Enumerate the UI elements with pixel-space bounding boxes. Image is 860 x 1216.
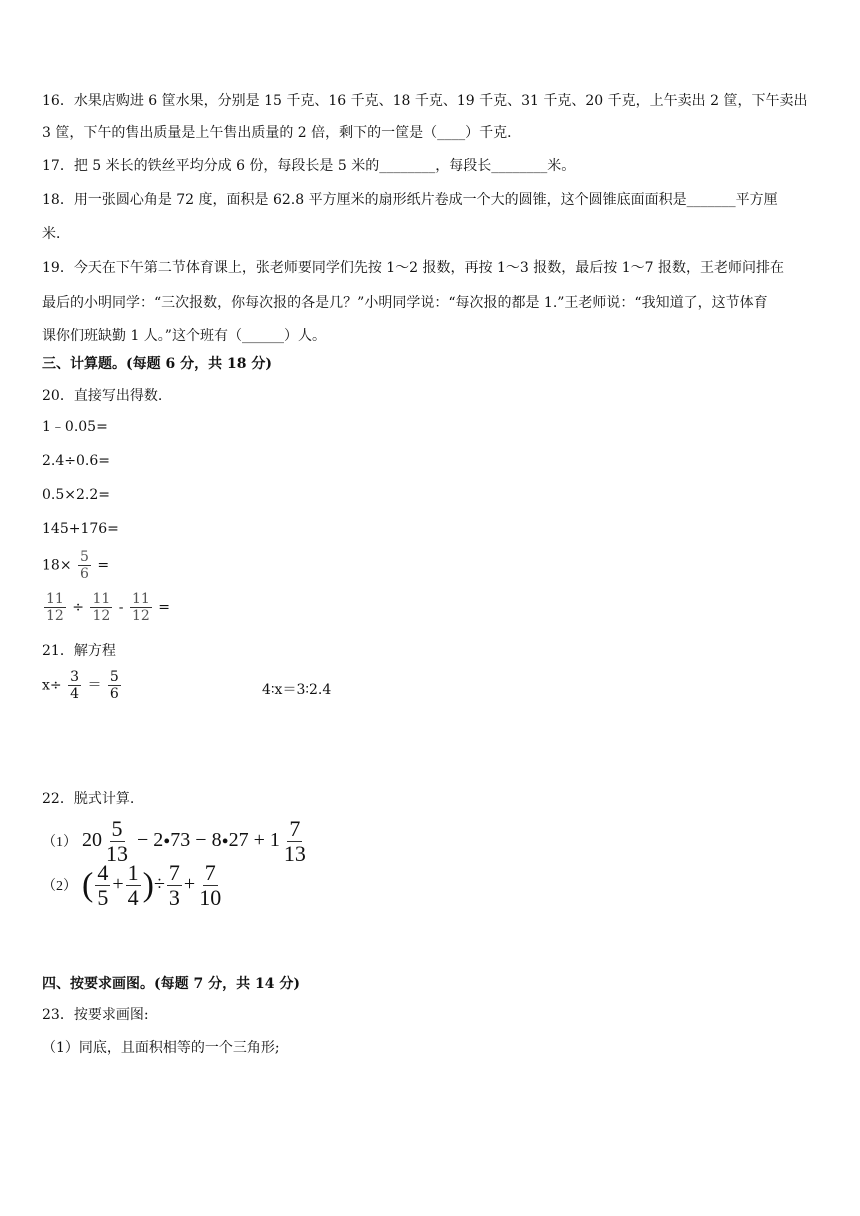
denominator: 4	[70, 686, 80, 702]
q16-line1: 16．水果店购进 6 筐水果，分别是 15 千克、16 千克、18 千克、19 千克、31 千克、20 千克，上午卖出 2 筐，下午卖出	[42, 93, 808, 109]
q23-title: 23．按要求画图:	[42, 1007, 149, 1023]
numerator: 11	[46, 591, 64, 607]
q21-equation-b: 4∶x＝3∶2.4	[262, 682, 332, 698]
q21-title: 21．解方程	[42, 643, 116, 659]
denominator: 4	[127, 885, 139, 910]
expr-segment: 27 + 1	[228, 829, 280, 852]
q23-sub1: （1）同底，且面积相等的一个三角形;	[42, 1040, 280, 1056]
q19-line1: 19．今天在下午第二节体育课上，张老师要同学们先按 1～2 报数，再按 1～3 报数，最后按 1～7 报数，王老师问排在	[42, 260, 784, 276]
q21a-prefix: x÷	[42, 677, 62, 694]
q22-part2-label: （2）	[42, 879, 77, 895]
numerator: 11	[131, 591, 150, 607]
q20-expr4: 145+176=	[42, 521, 119, 537]
numerator: 7	[168, 860, 180, 885]
fraction	[108, 670, 121, 701]
q16-line2: 3 筐，下午的售出质量是上午售出质量的 2 倍，剩下的一筐是（____）千克．	[42, 125, 522, 141]
denominator: 6	[109, 686, 119, 702]
right-paren: )	[142, 866, 154, 904]
operator: +	[183, 873, 196, 896]
fraction	[78, 550, 91, 581]
decimal-dot: •	[163, 831, 171, 854]
numerator: 7	[289, 816, 301, 841]
operator: +	[112, 873, 124, 896]
numerator: 1	[127, 860, 139, 885]
fraction	[68, 670, 81, 701]
q20-expr5-prefix: 18×	[42, 557, 72, 574]
denominator: 6	[80, 566, 89, 582]
equals-sign: =	[97, 557, 110, 574]
fraction	[90, 592, 112, 623]
q18-line1: 18．用一张圆心角是 72 度，面积是 62.8 平方厘米的扇形纸片卷成一个大的圆锥，这个圆锥底面面积是_______平方厘	[42, 192, 778, 208]
q20-expr2: 2.4÷0.6=	[42, 453, 110, 469]
denominator: 12	[131, 608, 150, 624]
fraction	[282, 818, 308, 865]
q20-expr1: 1﹣0.05=	[42, 419, 108, 435]
q17-text: 17．把 5 米长的铁丝平均分成 6 份，每段长是 5 米的________，每段长________米。	[42, 158, 576, 174]
q22-part1-label: （1）	[42, 835, 77, 851]
numerator: 7	[204, 860, 216, 885]
fraction	[126, 862, 141, 909]
decimal-dot: •	[221, 831, 229, 854]
numerator: 4	[97, 860, 109, 885]
q20-expr6	[42, 592, 170, 623]
fraction	[197, 862, 223, 909]
numerator: 5	[80, 549, 89, 565]
fraction	[167, 862, 182, 909]
q20-expr5	[42, 550, 109, 581]
operator: ÷	[153, 873, 165, 896]
expr-segment: − 2	[132, 829, 164, 852]
q22-title: 22．脱式计算.	[42, 791, 135, 807]
denominator: 5	[97, 885, 109, 910]
operator: ÷	[72, 599, 85, 616]
expr-segment: 73 − 8	[170, 829, 222, 852]
equals-sign: =	[158, 599, 170, 616]
q20-title: 20．直接写出得数.	[42, 388, 163, 404]
fraction	[104, 818, 130, 865]
fraction	[95, 862, 110, 909]
q22-part2	[42, 862, 225, 909]
numerator: 5	[109, 669, 119, 685]
numerator: 5	[111, 816, 123, 841]
denominator: 13	[106, 841, 128, 866]
q19-line2: 最后的小明同学：“三次报数，你每次报的各是几？”小明同学说：“每次报的都是 1.”王老师说：“我知道了，这节体育	[42, 295, 768, 311]
q18-line2: 米．	[42, 226, 70, 242]
equals-sign: ＝	[87, 677, 102, 694]
whole-number: 20	[82, 829, 102, 852]
denominator: 12	[92, 608, 111, 624]
q20-expr3: 0.5×2.2=	[42, 487, 110, 503]
q19-line3: 课你们班缺勤 1 人。”这个班有（______）人。	[42, 328, 326, 344]
fraction	[44, 592, 66, 623]
denominator: 10	[199, 885, 222, 910]
section3-title: 三、计算题。(每题 6 分，共 18 分)	[42, 356, 272, 372]
section4-title: 四、按要求画图。(每题 7 分，共 14 分)	[42, 976, 300, 992]
numerator: 11	[92, 591, 111, 607]
numerator: 3	[70, 669, 80, 685]
denominator: 12	[46, 608, 64, 624]
q22-part1	[42, 818, 310, 865]
left-paren: (	[82, 866, 94, 904]
fraction	[130, 592, 152, 623]
q21-equation-a	[42, 670, 123, 701]
denominator: 13	[283, 841, 306, 866]
operator: -	[118, 599, 124, 616]
denominator: 3	[168, 885, 180, 910]
